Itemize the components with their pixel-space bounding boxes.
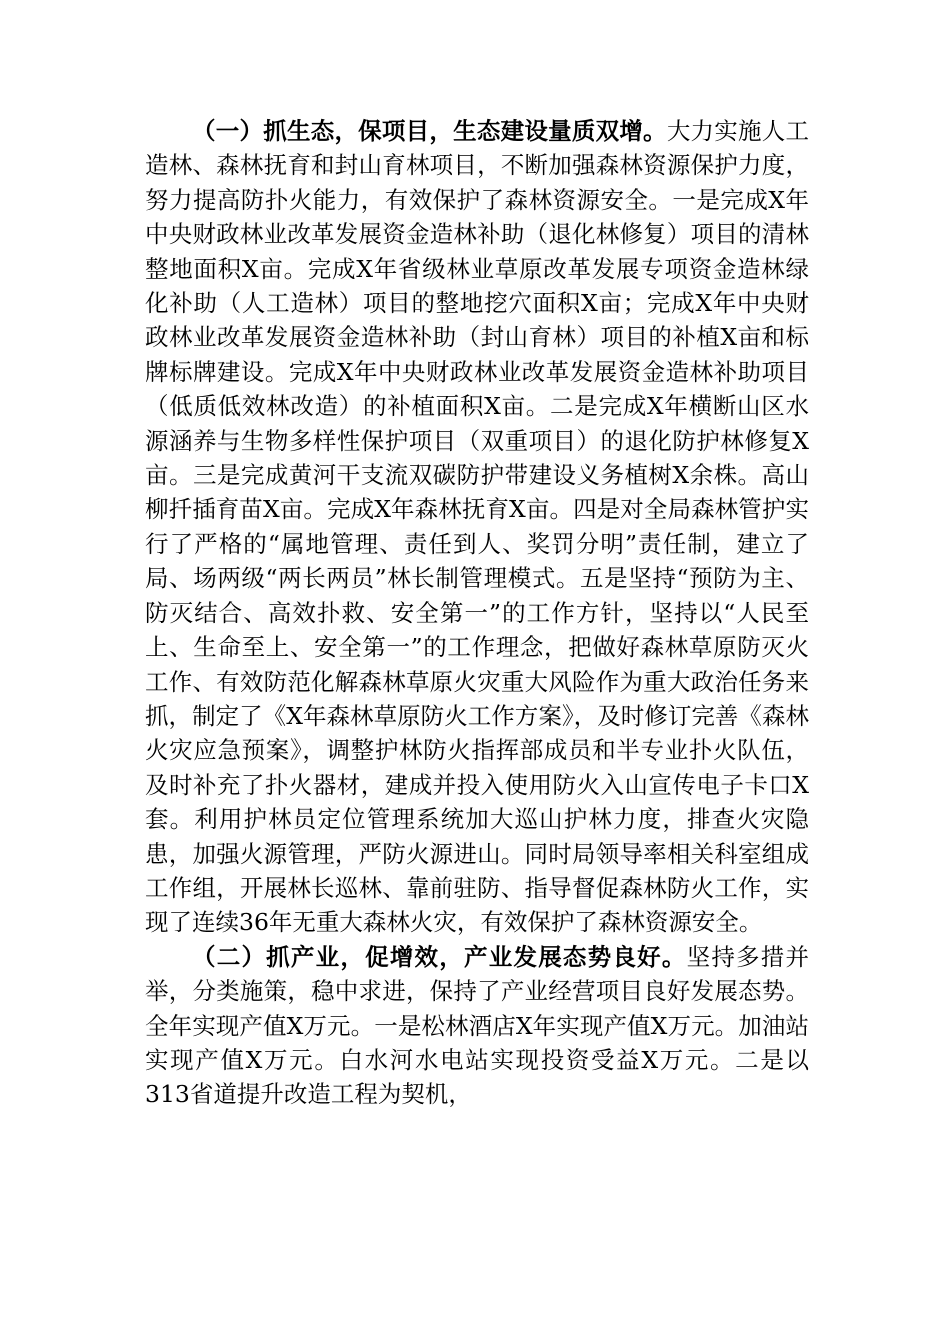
paragraph-heading: （一）抓生态，保项目，生态建设量质双增。 — [192, 117, 667, 145]
document-page — [145, 114, 809, 1112]
paragraph-body: 大力实施人工造林、森林抚育和封山育林项目，不断加强森林资源保护力度，努力提高防扑火能力，有效保护了森林资源安全。一是完成X年中央财政林业改革发展资金造林补助（退化林修复）项目的清林整地面积X亩。完成X年省级林业草原改革发展专项资金造林绿化补助（人工造林）项目的整地挖穴面积X亩；完成X年中央财政林业改革发展资金造林补助（封山育林）项目的补植X亩和标牌标牌建设。完成X年中央财政林业改革发展资金造林补助项目（低质低效林改造）的补植面积X亩。二是完成X年横断山区水源涵养与生物多样性保护项目（双重项目）的退化防护林修复X亩。三是完成黄河干支流双碳防护带建设义务植树X余株。高山柳扦插育苗X亩。完成X年森林抚育X亩。四是对全局森林管护实行了严格的“属地管理、责任到人、奖罚分明”责任制，建立了局、场两级“两长两员”林长制管理模式。五是坚持“预防为主、防灭结合、高效扑救、安全第一”的工作方针，坚持以“人民至上、生命至上、安全第一”的工作理念，把做好森林草原防灭火工作、有效防范化解森林草原火灾重大风险作为重大政治任务来抓，制定了《X年森林草原防火工作方案》，及时修订完善《森林火灾应急预案》，调整护林防火指挥部成员和半专业扑火队伍，及时补充了扑火器材，建成并投入使用防火入山宣传电子卡口X套。利用护林员定位管理系统加大巡山护林力度，排查火灾隐患，加强火源管理，严防火源进山。同时局领导率相关科室组成工作组，开展林长巡林、靠前驻防、指导督促森林防火工作，实现了连续36年无重大森林火灾，有效保护了森林资源安全。 — [145, 117, 810, 937]
paragraph-industry — [145, 940, 809, 1112]
paragraph-heading: （二）抓产业，促增效，产业发展态势良好。 — [192, 942, 687, 971]
paragraph-body: 坚持多措并举，分类施策，稳中求进，保持了产业经营项目良好发展态势。全年实现产值X万元。一是松林酒店X年实现产值X万元。加油站实现产值X万元。白水河水电站实现投资受益X万元。二是以313省道提升改造工程为契机， — [145, 942, 810, 1109]
paragraph-ecology — [145, 114, 809, 940]
